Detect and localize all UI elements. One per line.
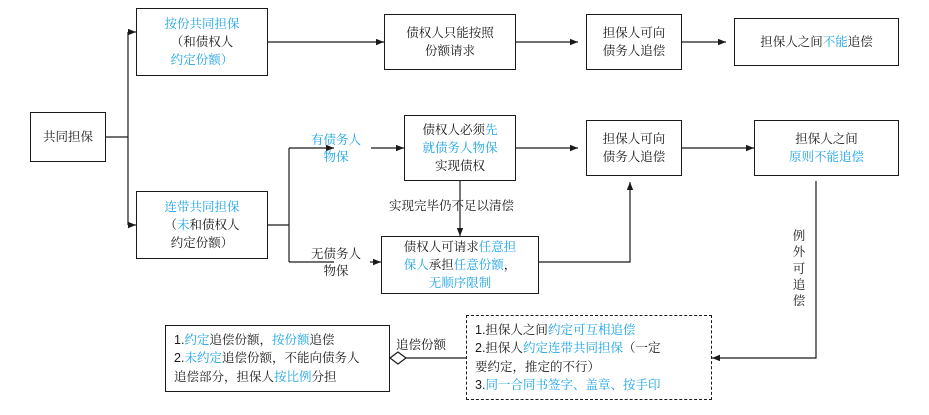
- node-joint-recourse-debtor-line-0: 担保人可向: [602, 131, 666, 146]
- node-recourse-share-rules-line-1: 2.未约定追偿份额，不能向债务人: [174, 351, 360, 366]
- label-not-enough: [389, 198, 514, 215]
- label-no-debtor-property-line-1: 物保: [323, 263, 349, 278]
- node-exception-rules-line-3: 3.同一合同书签字、盖章、按手印: [475, 377, 661, 392]
- label-no-debtor-property-line-0: 无债务人: [310, 247, 361, 261]
- node-exception-rules-line-1: 2.担保人约定连带共同担保（一定: [475, 341, 661, 356]
- node-share-recourse-debtor-line-0: 担保人可向: [602, 25, 666, 40]
- node-share-recourse-debtor: [586, 14, 682, 70]
- node-joint-guarantee-line-1: （未和债权人: [164, 217, 240, 232]
- node-joint-no-recourse-line-0: 担保人之间: [795, 131, 858, 146]
- label-has-debtor-property-line-0: 有债务人: [310, 133, 361, 147]
- node-recourse-share-rules: [165, 325, 390, 392]
- node-any-guarantor: [381, 236, 539, 294]
- node-must-first-line-0: 债权人必须先: [422, 122, 498, 137]
- node-joint-guarantee-line-0: 连带共同担保: [164, 199, 240, 214]
- node-recourse-share-rules-line-2: 追偿部分，担保人按比例分担: [174, 369, 337, 384]
- node-root: [30, 112, 106, 162]
- label-has-debtor-property-line-1: 物保: [323, 149, 349, 164]
- node-share-guarantee-line-0: 按份共同担保: [164, 16, 240, 31]
- node-share-guarantee-line-2: 约定份额）: [170, 53, 234, 68]
- node-joint-guarantee: [136, 191, 268, 259]
- node-share-no-recourse-line-0: 担保人之间不能追偿: [760, 34, 873, 49]
- node-exception-rules: [466, 315, 712, 400]
- label-has-debtor-property: [302, 132, 370, 166]
- node-recourse-share-rules-line-0: 1.约定追偿份额，按份额追偿: [174, 333, 335, 348]
- label-exception-vertical: [792, 228, 806, 309]
- node-joint-recourse-debtor-line-1: 债务人追偿: [602, 150, 666, 164]
- node-must-first: [404, 115, 516, 181]
- node-exception-rules-line-0: 1.担保人之间约定可互相追偿: [475, 323, 636, 338]
- label-recourse-share: [396, 337, 446, 354]
- node-share-guarantee-line-1: （和债权人: [170, 34, 234, 49]
- node-joint-no-recourse: [754, 120, 899, 176]
- node-any-guarantor-line-1: 保人承担任意份额，: [403, 257, 517, 272]
- label-recourse-share-text: 追偿份额: [396, 338, 447, 352]
- node-share-claim-line-0: 债权人只能按照: [406, 25, 494, 40]
- node-share-no-recourse: [734, 18, 899, 66]
- node-must-first-line-1: 就债务人物保: [422, 140, 498, 155]
- node-share-claim-line-1: 份额请求: [424, 44, 475, 58]
- node-joint-no-recourse-line-1: 原则不能追偿: [788, 150, 864, 164]
- node-must-first-line-2: 实现债权: [434, 159, 485, 174]
- label-not-enough-text: 实现完毕仍不足以清偿: [389, 199, 515, 213]
- node-any-guarantor-line-0: 债权人可请求任意担: [403, 239, 517, 254]
- node-root-line-0: 共同担保: [42, 129, 93, 144]
- node-any-guarantor-line-2: 无顺序限制: [428, 276, 492, 291]
- node-joint-recourse-debtor: [586, 120, 682, 176]
- node-joint-guarantee-line-2: 约定份额）: [170, 236, 234, 251]
- label-exception-vertical-text: 例外可追偿: [792, 229, 806, 308]
- node-share-guarantee: [136, 8, 268, 76]
- node-share-recourse-debtor-line-1: 债务人追偿: [602, 44, 666, 58]
- node-exception-rules-line-2: 要约定，推定的不行）: [475, 359, 601, 374]
- node-share-claim: [384, 14, 516, 70]
- label-no-debtor-property: [302, 246, 370, 280]
